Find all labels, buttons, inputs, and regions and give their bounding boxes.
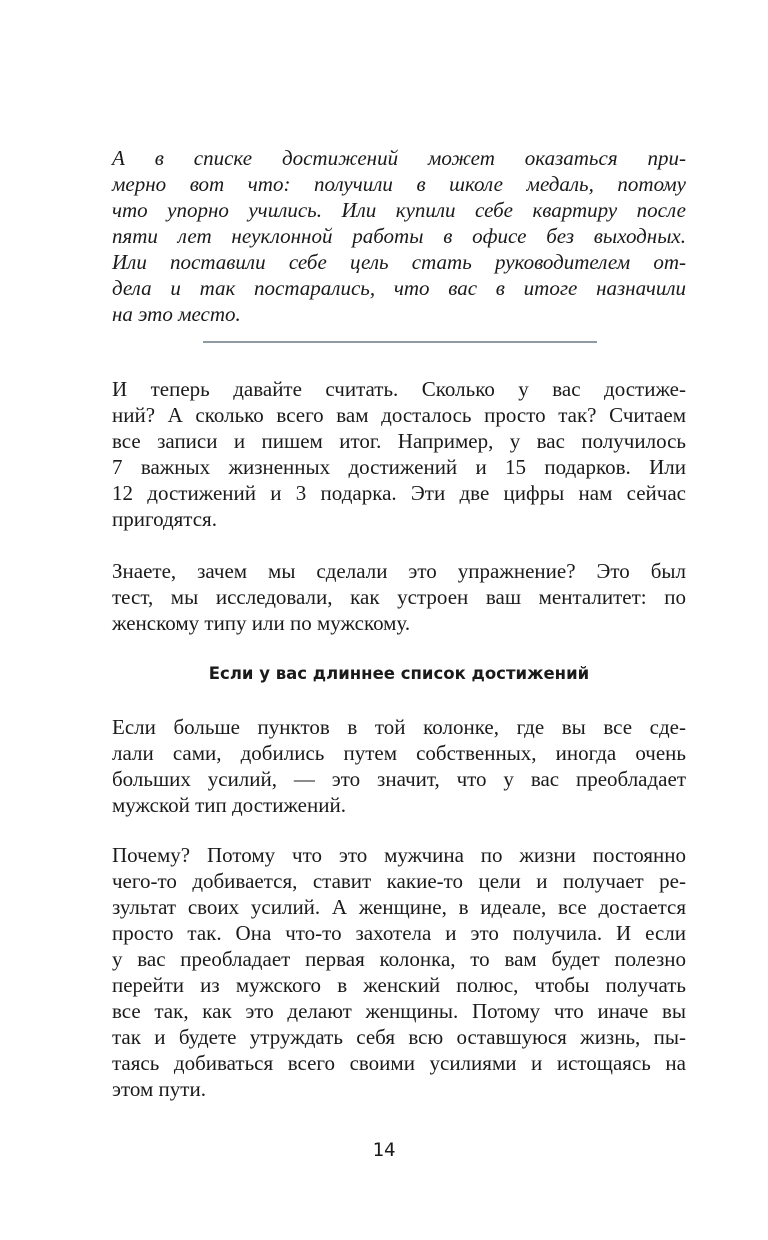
paragraph-line: просто так. Она что-то захотела и это получила. И если — [112, 921, 686, 945]
paragraph-line: перейти из мужского в женский полюс, чтобы получать — [112, 973, 686, 997]
paragraph-line: чего-то добивается, ставит какие-то цели и получает ре- — [112, 869, 686, 893]
paragraph-line: Знаете, зачем мы сделали это упражнение? Это был — [112, 559, 686, 583]
paragraph-line: лали сами, добились путем собственных, иногда очень — [112, 741, 686, 765]
paragraph-line: все так, как это делают женщины. Потому что иначе вы — [112, 999, 686, 1023]
paragraph-line: 7 важных жизненных достижений и 15 подарков. Или — [112, 455, 686, 479]
paragraph-line: больших усилий, — это значит, что у вас преобладает — [112, 767, 686, 791]
paragraph-line: все записи и пишем итог. Например, у вас получилось — [112, 429, 686, 453]
quote-line: А в списке достижений может оказаться при- — [112, 146, 686, 170]
quote-line: на это место. — [112, 302, 241, 326]
section-divider — [203, 341, 597, 343]
paragraph — [112, 376, 686, 532]
paragraph-line: женскому типу или по мужскому. — [112, 611, 411, 635]
paragraph — [112, 842, 686, 1102]
quote-line: пяти лет неуклонной работы в офисе без выходных. — [112, 224, 686, 248]
quote-line: мерно вот что: получили в школе медаль, потому — [112, 172, 686, 196]
paragraph — [112, 714, 686, 818]
quote-block — [112, 145, 686, 327]
quote-line: дела и так постарались, что вас в итоге назначили — [112, 276, 686, 300]
paragraph-line: Если больше пунктов в той колонке, где вы все сде- — [112, 715, 686, 739]
quote-line: Или поставили себе цель стать руководителем от- — [112, 250, 686, 274]
section-heading: Если у вас длиннее список достижений — [208, 664, 590, 683]
paragraph-line: зультат своих усилий. А женщине, в идеале, все достается — [112, 895, 686, 919]
paragraph-line: мужской тип достижений. — [112, 793, 346, 817]
paragraph-line: таясь добиваться всего своими усилиями и истощаясь на — [112, 1051, 686, 1075]
paragraph-line: 12 достижений и 3 подарка. Эти две цифры нам сейчас — [112, 481, 686, 505]
paragraph-line: И теперь давайте считать. Сколько у вас достиже- — [112, 377, 686, 401]
quote-line: что упорно учились. Или купили себе квартиру после — [112, 198, 686, 222]
paragraph-line: этом пути. — [112, 1077, 206, 1101]
paragraph-line: Почему? Потому что это мужчина по жизни постоянно — [112, 843, 686, 867]
paragraph-line: так и будете утруждать себя всю оставшуюся жизнь, пы- — [112, 1025, 686, 1049]
paragraph-line: у вас преобладает первая колонка, то вам будет полезно — [112, 947, 686, 971]
paragraph-line: пригодятся. — [112, 507, 217, 531]
paragraph-line: ний? А сколько всего вам досталось просто так? Считаем — [112, 403, 686, 427]
paragraph — [112, 558, 686, 636]
page-number: 14 — [372, 1139, 396, 1161]
paragraph-line: тест, мы исследовали, как устроен ваш менталитет: по — [112, 585, 686, 609]
